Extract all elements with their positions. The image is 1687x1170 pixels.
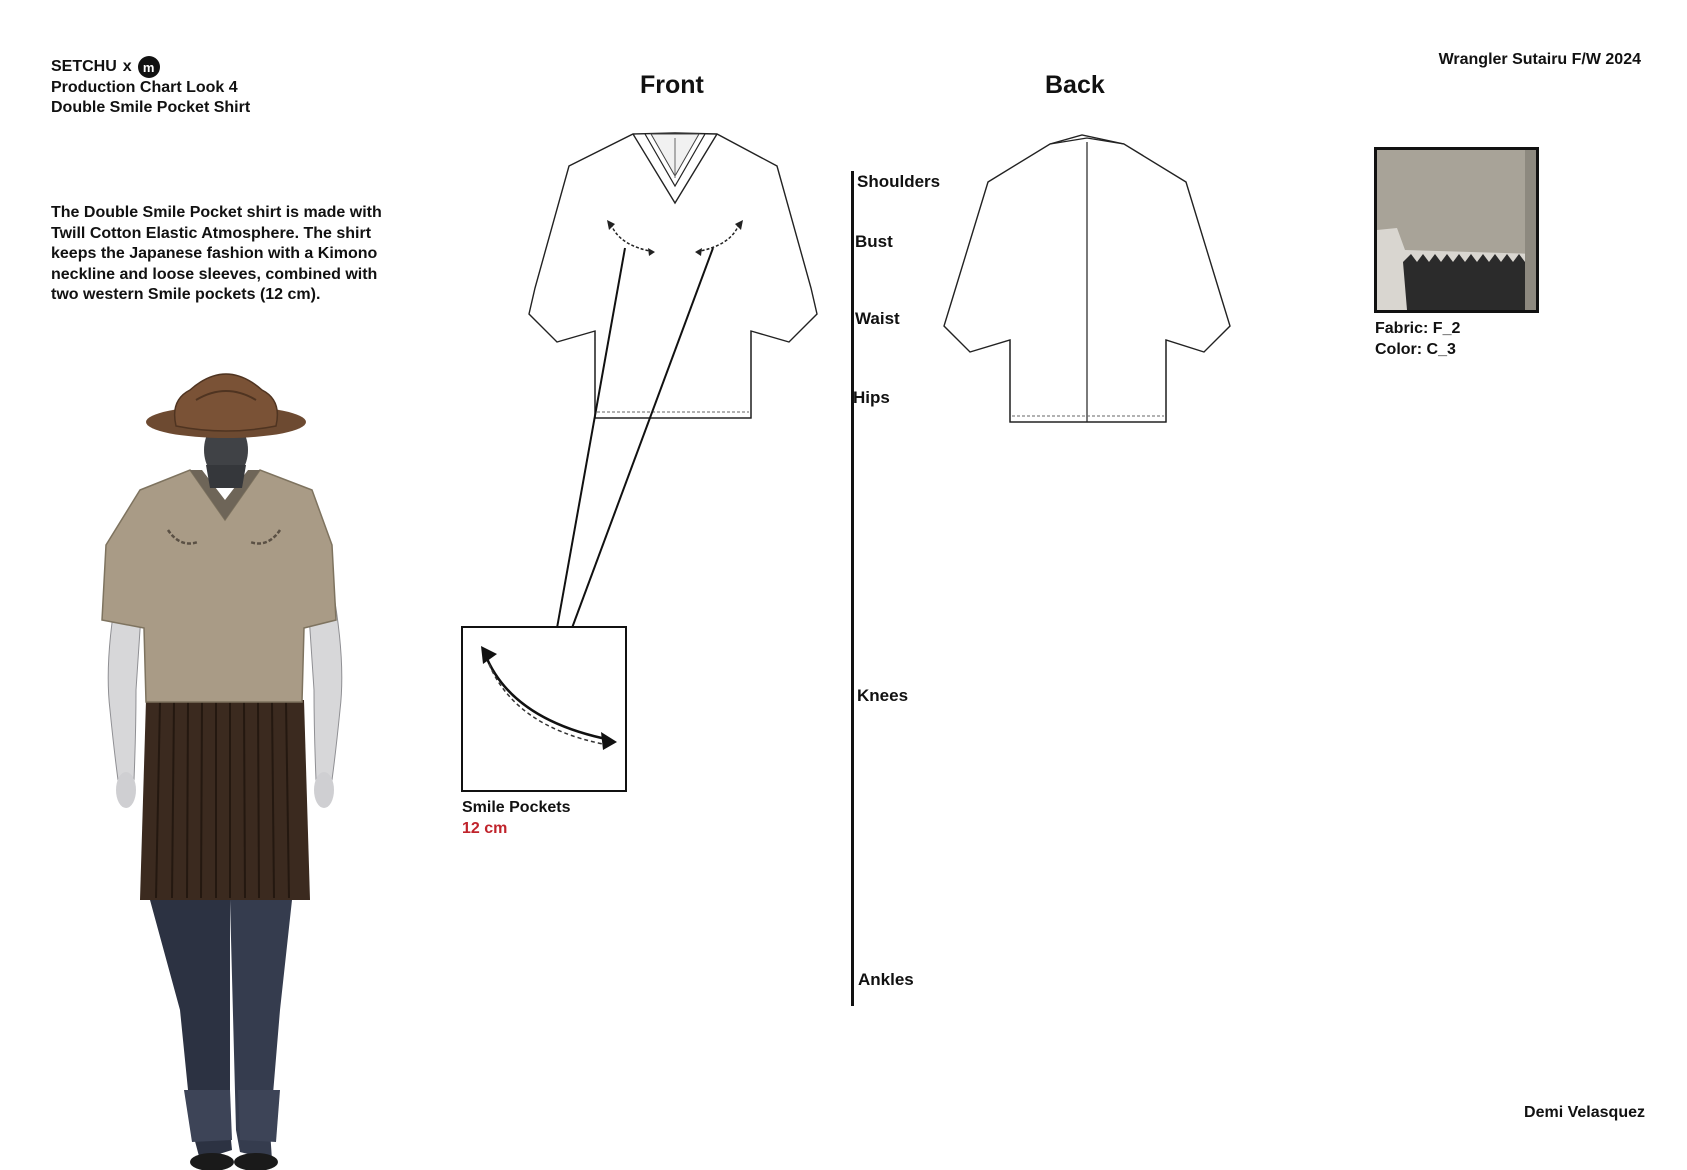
back-flat-sketch xyxy=(930,130,1250,430)
ruler-label-ankles: Ankles xyxy=(858,970,914,989)
pocket-detail-size: 12 cm xyxy=(462,820,508,837)
fabric-swatch-image xyxy=(1377,150,1536,310)
brand-lockup xyxy=(51,56,160,78)
front-view-label: Front xyxy=(640,71,704,99)
color-code-label: Color: C_3 xyxy=(1375,341,1456,358)
partner-logo-icon: m xyxy=(138,56,160,78)
fabric-code-label: Fabric: F_2 xyxy=(1375,320,1461,337)
ruler-label-bust: Bust xyxy=(855,232,893,251)
ruler-label-knees: Knees xyxy=(857,686,909,705)
look-title: Production Chart Look 4 xyxy=(51,79,238,96)
ruler-label-waist: Waist xyxy=(855,309,900,328)
brand-name: SETCHU xyxy=(51,58,117,75)
pocket-detail-label: Smile Pockets xyxy=(462,799,571,816)
look-subtitle: Double Smile Pocket Shirt xyxy=(51,99,251,116)
back-view-label: Back xyxy=(1045,71,1105,99)
pocket-leader-lines xyxy=(540,240,740,640)
designer-name: Demi Velasquez xyxy=(1524,1104,1645,1121)
garment-description: The Double Smile Pocket shirt is made with Twill Cotton Elastic Atmosphere. The shirt keeps the Japanese fashion with a Kimono neckline and loose sleeves, combined with two western Smile pockets (12 cm). xyxy=(51,204,382,303)
brand-separator: x xyxy=(122,58,132,75)
ruler-label-hips: Hips xyxy=(853,388,890,407)
fashion-illustration xyxy=(80,370,400,1170)
body-measurement-ruler xyxy=(851,171,854,1006)
ruler-label-shoulders: Shoulders xyxy=(857,172,941,191)
fabric-swatch xyxy=(1374,147,1539,313)
collection-title: Wrangler Sutairu F/W 2024 xyxy=(1438,51,1641,68)
pocket-detail-box xyxy=(461,626,627,792)
smile-pocket-detail-icon xyxy=(463,628,625,790)
